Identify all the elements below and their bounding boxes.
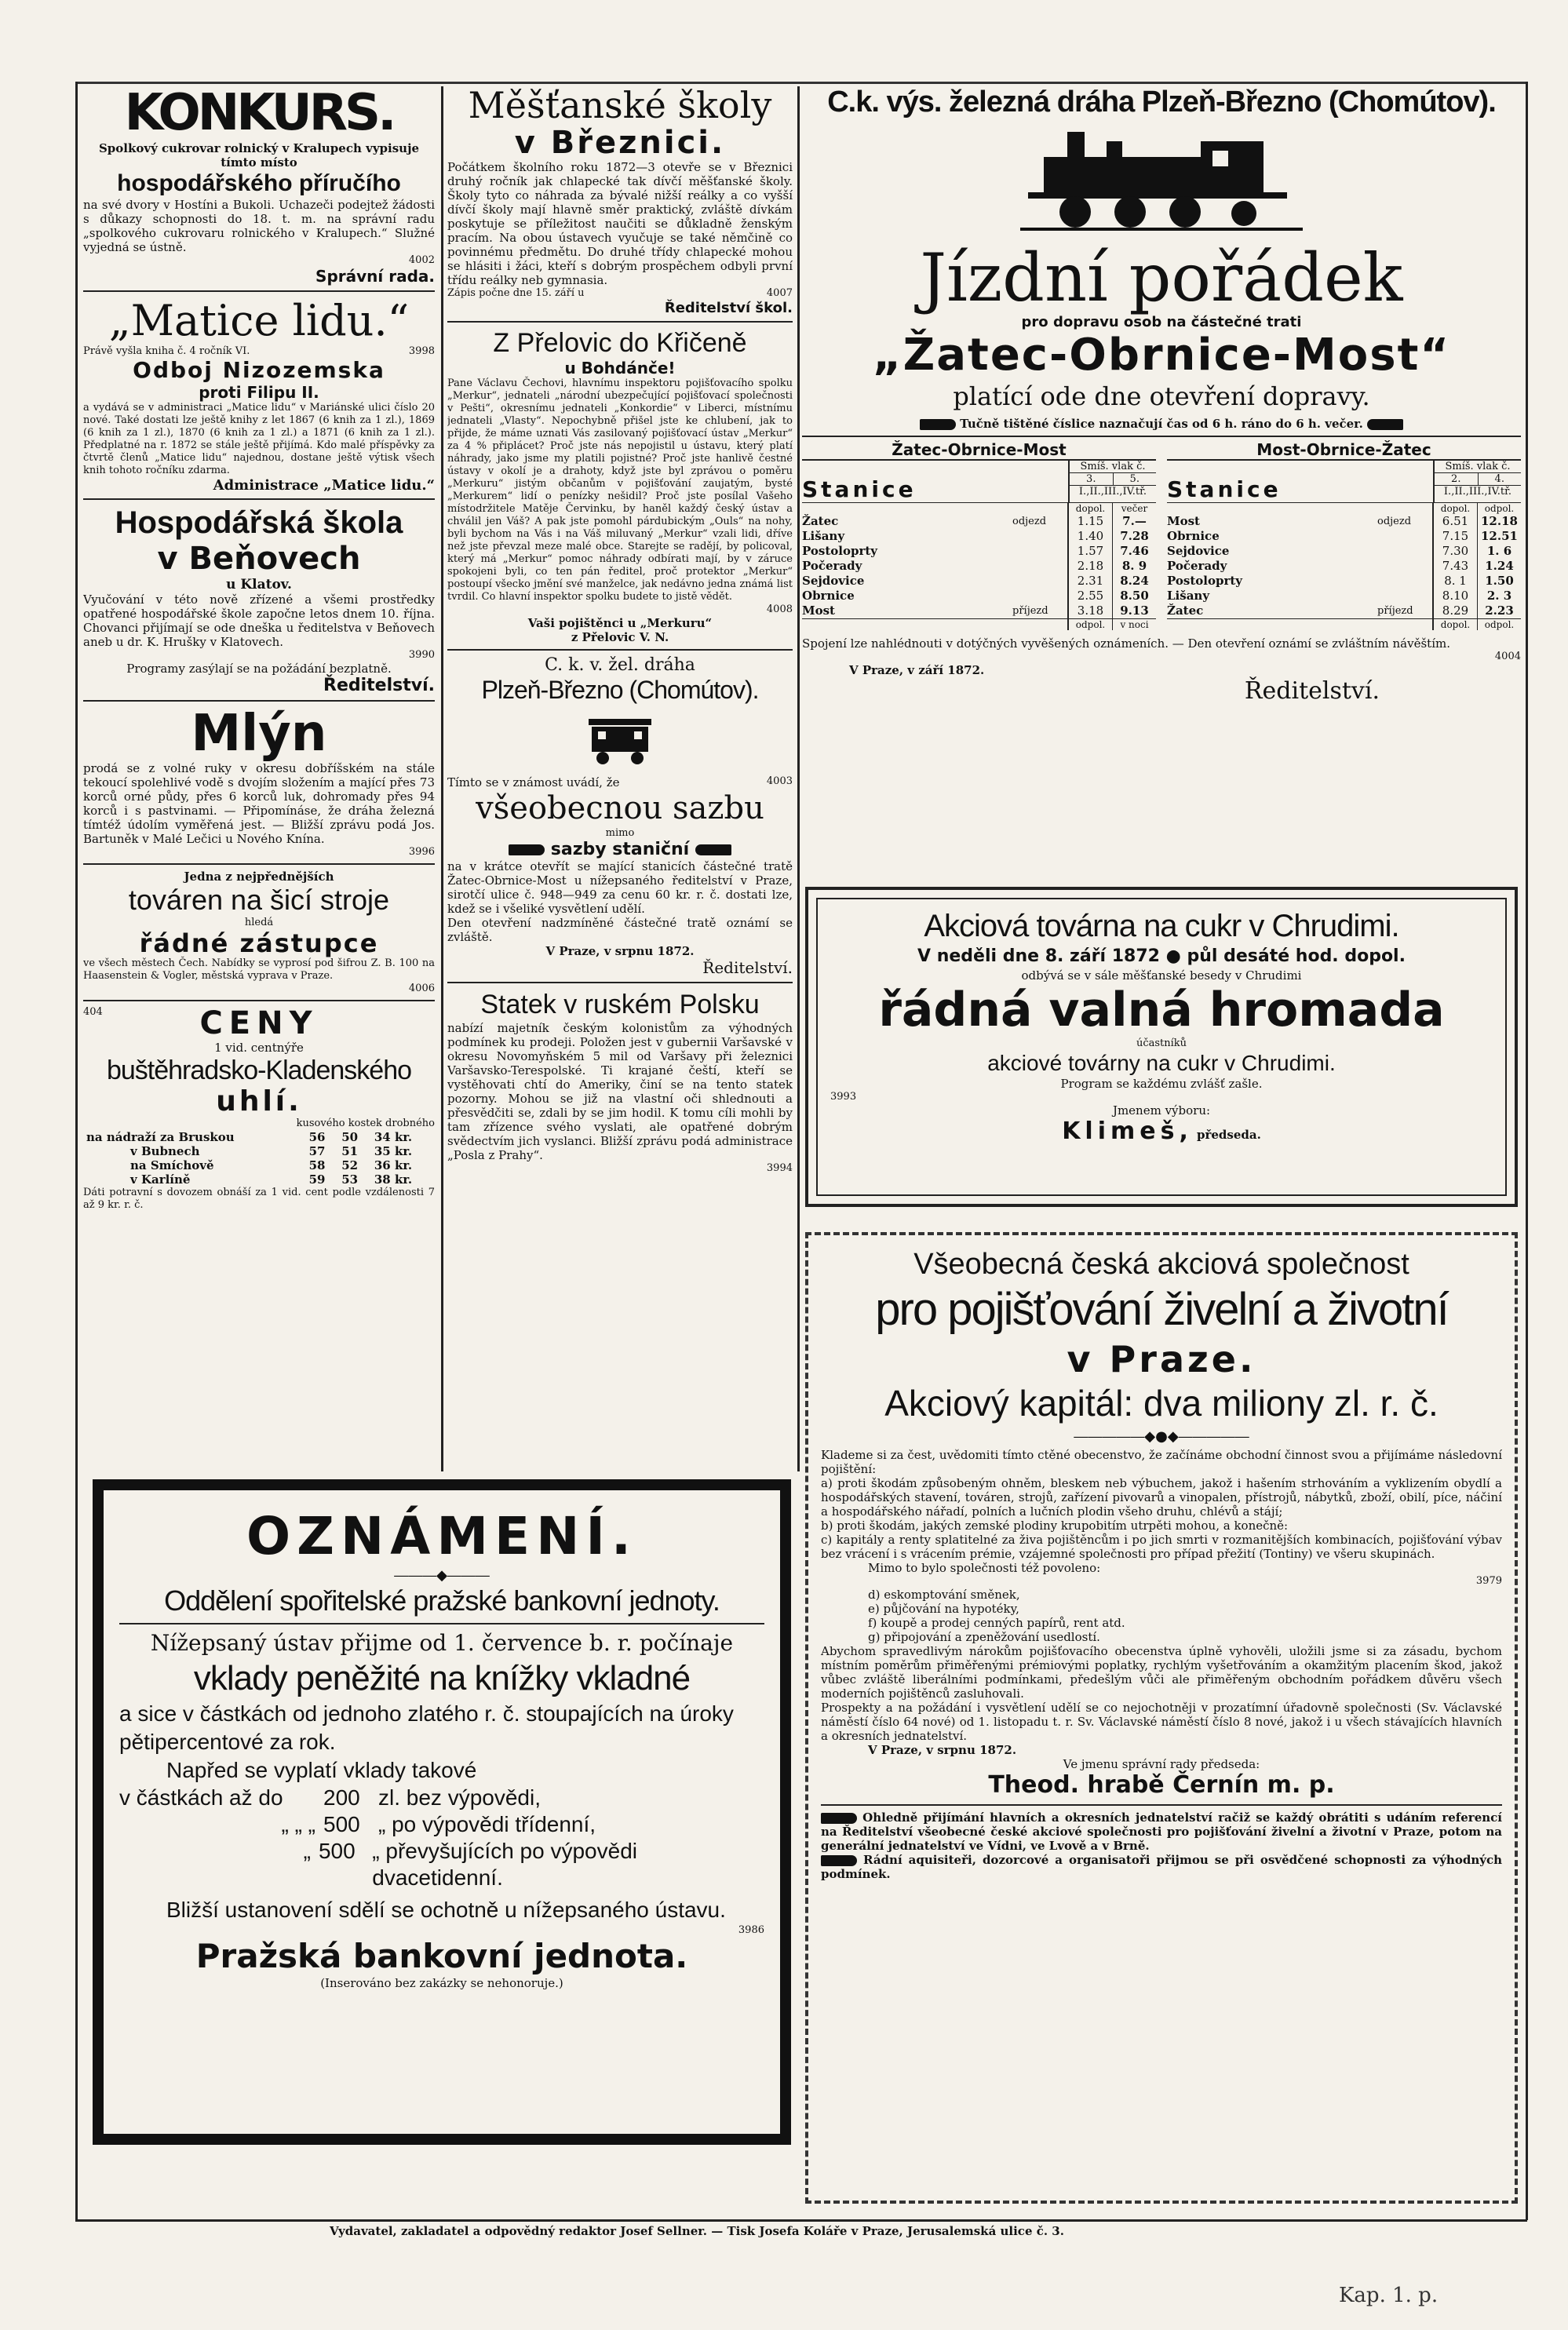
oznameni-num: 3986 [738,1924,764,1936]
ceny-header: kusového kostek drobného [296,1118,435,1129]
time-a: 8. 1 [1432,574,1477,589]
time-b: 9.13 [1112,603,1156,618]
plzen-small-text: Tímto se v známost uvádí, že [447,775,620,789]
timetable [802,436,1521,630]
cukr-sub: odbývá se v sále měšťanské besedy v Chrudimi [1021,968,1302,983]
ceny-text: Dáti potravní s dovozem obnáší za 1 vid. cent podle vzdálenosti 7 až 9 kr. r. č. [83,1187,435,1211]
timetable-right-title: Most-Obrnice-Žatec [1167,440,1521,461]
cukr-ad [805,887,1518,1207]
timetable-row [1167,529,1521,544]
time-a: 2.55 [1067,589,1112,603]
time-a: 1.57 [1067,544,1112,559]
drahaplzen-note: Tučně tištěné číslice naznačují čas od 6 h. ráno do 6 h. večer. [960,417,1363,431]
matice-title: „Matice lidu.“ [108,296,410,345]
right-border [1526,82,1528,2220]
timetable-right [1167,440,1521,630]
stroje-title2: řádné zástupce [139,928,379,958]
pojisteni-item2: d) eskomptování směnek, [868,1588,1020,1602]
oznameni-row-a: „ „ „ [281,1812,315,1836]
divider [119,1623,764,1624]
cukr-title: Akciová továrna na cukr v Chrudimi. [924,909,1399,943]
mlyn-title: Mlýn [191,705,327,763]
ceny-num: 404 [83,1006,103,1018]
matice-sign: Administrace „Matice lidu.“ [213,477,435,494]
cukr-sign: Klimeš, [1062,1118,1193,1145]
mlyn-text: prodá se z volné ruky v okresu dobříšském na stále tekoucí spolehlivé vodě s dvojím složením a mající přes 73 korců orné půdy, přes 6 korců luk, dohromady přes 94 korců i s pastvinami. — Připomínáse, že dráha železná tímtéž údolím vyměřená jest. — Bližší zprávu podá Jos. Bartuněk v Malé Lečici u Nového Knína. [83,761,435,846]
stroje-text: ve všech městech Čech. Nabídky se vyprosí pod šifrou Z. B. 100 na Haasenstein & Vogler, městská vyprava v Praze. [83,957,435,982]
station-name: Sejdovice [1167,544,1230,558]
pojisteni-text: Abychom spravedlivým nárokům pojišťovacího obecenstva úplně vyhověli, uložili jsme si za zásadu, bychom místním poměrům přiměřenými prémiovými poplatky, rychlým vyšetřováním a okamžitým placením škod, jakož vůbec zvláště liberálními podmínkami, předešlým vůči ale přiměřeným obchodním pořádkem důvěru všech moderních pojištěnců zasluhovali. [821,1644,1502,1701]
station-name: Obrnice [1167,529,1220,543]
konkurs-num: 4002 [408,254,435,266]
stroje-num: 4006 [408,983,435,994]
timetable-rows [802,514,1156,618]
ceny-table [83,1130,435,1187]
period: dopol. [1432,619,1477,630]
left-border [75,82,78,2220]
cukr-ucast: účastníků [1136,1037,1187,1049]
pojisteni-item: a) proti škodám způsobeným ohněm, bleskem neb výbuchem, jakož i hašením strhováním a vyklizením obydlí a hospodářských stavení, továren, strojů, zařízení pivovarů a vinopalen, přístrojů, nábytků, zboží, obilí, píce, náčiní a hospodářského nářadí, polních a lučních plodin všeho druhu, chlévů a stájí; [821,1476,1502,1519]
ceny-place: na Smíchově [130,1158,214,1172]
pointing-hand-icon [920,419,956,430]
drahaplzen-route: „Žatec-Obrnice-Most“ [872,330,1451,381]
skola-sign: Ředitelství. [323,676,435,695]
drahaplzen-footer: Spojení lze nahlédnouti v dotýčných vyvěšených oznámeních. — Den otevření oznámí se zvláštním návěštím. [802,636,1450,651]
timetable-row [802,559,1156,574]
ceny-b: 53 [341,1172,359,1187]
time-b: 8.24 [1112,574,1156,589]
time-a: 8.10 [1432,589,1477,603]
divider [447,649,793,651]
timetable-rows [1167,514,1521,618]
divider [447,982,793,983]
station-name: Počerady [802,559,862,573]
time-a: 7.30 [1432,544,1477,559]
pojisteni-t4: Akciový kapitál: dva miliony zl. r. č. [884,1383,1439,1424]
ceny-c: 35 kr. [374,1144,413,1158]
top-border [75,82,1527,84]
divider [447,321,793,323]
stroje-hleda: hledá [244,917,274,928]
divider [83,700,435,702]
plzen-small-big: všeobecnou sazbu [476,790,764,826]
oznameni-row-a: v částkách až do [119,1785,283,1810]
station-name: Žatec [1167,603,1204,618]
cukr-sub2: akciové továrny na cukr v Chrudimi. [987,1051,1336,1075]
prelovic-title: Z Přelovic do Křičeně [493,328,747,358]
drahaplzen-sub: pro dopravu osob na částečné trati [1021,314,1302,330]
oznameni-row-b: 500 [323,1812,360,1836]
skola-ad [83,505,435,695]
oznameni-note: (Inserováno bez zakázky se nehonoruje.) [320,1976,563,1990]
train-number: 5. [1113,473,1157,485]
pojisteni-t3: v Praze. [1067,1338,1256,1380]
station-kind [1377,559,1432,574]
ceny-ad [83,1006,435,1212]
station-name: Sejdovice [802,574,865,588]
timetable-stanice: Stanice [1167,476,1282,502]
timetable-row [802,544,1156,559]
oznameni-row [119,1785,764,1811]
pojisteni-item: b) proti škodám, jakých zemské plodiny krupobitím utrpěti mohou, a konečně: [821,1519,1289,1533]
time-b: 1.24 [1477,559,1521,574]
statek-text: nabízí majetník českým kolonistům za výhodných podmínek ku prodeji. Položen jest v gubernii Varšavské v okresu Novomyňském 5 mil od Varšavy při železnici Varšavsko-Terespolské. Ti krajané čeští, kteří se vystěhovati chtí do Ameriky, činí se na tento statek pozorny. Mohou se již na vlastní oči shlednouti a přesvědčiti se, zdali by se jim hodil. K tomu cíli mohli by tam zřízence svého vyslati, ale opatřené dobrým svědectvím jich vyslanci. Bližší zprávu podá administrace „Posla z Prahy“. [447,1021,793,1162]
skola-title2: v Beňovech [157,541,361,577]
time-a: 1.40 [1067,529,1112,544]
pojisteni-date: V Praze, v srpnu 1872. [868,1743,1017,1757]
time-b: 7.46 [1112,544,1156,559]
cukr-role: předseda. [1196,1128,1261,1142]
station-name: Most [802,603,835,618]
timetable-classes: I.,II.,III.,IV.tř. [1435,485,1521,498]
pojisteni-num: 3979 [1475,1575,1502,1587]
station-kind [1012,529,1067,544]
mlyn-num: 3996 [408,846,435,858]
prelovic-num: 4008 [766,603,793,615]
statek-num: 3994 [766,1162,793,1174]
time-b: 2.23 [1477,603,1521,618]
column-1 [83,85,435,1482]
prelovic-ad [447,327,793,644]
ceny-b: 50 [341,1130,359,1144]
time-a: 7.15 [1432,529,1477,544]
stroje-ad [83,870,435,995]
pojisteni-t2: pro pojišťování živelní a životní [875,1284,1448,1335]
station-kind [1377,589,1432,603]
oznameni-sub: Oddělení spořitelské pražské bankovní jednoty. [164,1584,720,1617]
period: odpol. [1477,503,1521,514]
stroje-lead: Jedna z nejpřednějších [184,870,334,884]
mestanske-title1: Měšťanské školy [468,85,772,126]
pojisteni-item2: g) připojování a zpeněžování usedlostí. [868,1630,1100,1644]
oznameni-row-c: zl. bez výpovědi, [378,1785,541,1810]
cukr-big: řádná valná hromada [878,983,1445,1037]
pojisteni-ad [805,1232,1518,2204]
column-2 [447,85,793,1482]
oznameni-ad [93,1479,791,2145]
time-a: 6.51 [1432,514,1477,529]
cukr-num: 3993 [830,1091,857,1103]
oznameni-row-c: „ převyšujících po výpovědi dvacetidenní. [372,1839,637,1890]
plzen-small-date: V Praze, v srpnu 1872. [545,944,695,958]
skola-place: u Klatov. [226,577,292,593]
station-kind [1012,589,1067,603]
timetable-row [1167,589,1521,603]
timetable-row [802,603,1156,618]
oznameni-row-a: „ [303,1839,311,1863]
pointing-hand-icon [695,844,731,855]
statek-title: Statek v ruském Polsku [480,990,760,1019]
station-name: Lišany [802,529,845,543]
mestanske-zapis: Zápis počne dne 15. září u [447,287,585,299]
ceny-c: 34 kr. [374,1130,413,1144]
skola-num: 3990 [408,649,435,661]
timetable-stanice: Stanice [802,476,917,502]
pojisteni-note1: Ohledně přijímání hlavních a okresních jednatelství račiž se každý obrátiti s udáním referencí na Ředitelství všeobecné české akciové společnosti pro pojišťování živelní a životní v Praze, potom na generální jednatelství ve Vídni, ve Lvově a v Brně. [821,1810,1502,1853]
pointing-hand-icon [1367,419,1403,430]
oznameni-sign: Pražská bankovní jednota. [195,1937,688,1975]
matice-book2: proti Filipu II. [199,383,319,402]
time-a: 2.18 [1067,559,1112,574]
station-name: Postoloprty [1167,574,1242,588]
konkurs-sign: Správní rada. [315,267,435,286]
time-b: 7.28 [1112,529,1156,544]
mestanske-ad [447,85,793,316]
pojisteni-item: c) kapitály a renty splatitelné za živa pojištěncům i po jich smrti v rozmanitějších kombinacích, pojišťování výbav bez vrácení i s vrácením prémie, vzájemné společnosti pro případ přežití (Tontiny) ve všeru skupinách. [821,1533,1502,1561]
plzen-small-text2: na v krátce otevřít se mající stanicích částečné tratě Žatec-Obrnice-Most u nížepsaného ředitelství v Praze, sirotčí ulice č. 948—949 za cenu 60 kr. r. č. dostati lze, kdež se i všeliké vysvětlení udělí. [447,859,793,916]
plzen-small-sazby: sazby staniční [550,840,690,859]
ceny-c: 38 kr. [374,1172,413,1187]
matice-num: 3998 [408,345,435,357]
column-rule-2 [797,86,800,1471]
cukr-date: V neděli dne 8. září 1872 ● půl desáté hod. dopol. [917,946,1406,966]
timetable-smisvlak: Smíš. vlak č. [1080,461,1146,472]
pojisteni-mimo: Mimo to bylo společnosti též povoleno: [868,1561,1101,1575]
period: v noci [1112,619,1156,630]
konkurs-text: na své dvory v Hostíni a Bukoli. Uchazeči podejtež žádosti s důkazy schopnosti do 18. t. m. na správní radu „spolkového cukrovaru rolnického v Kralupech.“ Služné vyjedná se ústně. [83,198,435,254]
time-b: 7.— [1112,514,1156,529]
station-name: Žatec [802,514,839,528]
pointing-hand-icon [509,844,545,855]
ceny-a: 56 [308,1130,326,1144]
timetable-row [1167,559,1521,574]
timetable-left-title: Žatec-Obrnice-Most [802,440,1156,461]
pojisteni-item2: e) půjčování na hypotéky, [868,1602,1019,1616]
ornament-divider: ―――――◆●◆――――― [1074,1428,1249,1445]
period: dopol. [1432,503,1477,514]
time-b: 12.51 [1477,529,1521,544]
train-number: 3. [1086,473,1096,485]
ceny-place: v Karlíně [130,1172,191,1187]
prelovic-sub: u Bohdánče! [564,359,676,377]
time-a: 8.29 [1432,603,1477,618]
konkurs-firm: Spolkový cukrovar rolnický v Kralupech vypisuje tímto místo [98,141,420,170]
ceny-a: 57 [308,1144,326,1158]
divider [83,498,435,500]
mlyn-ad [83,706,435,859]
station-name: Obrnice [802,589,855,603]
table-row [83,1172,435,1187]
oznameni-title: OZNÁMENÍ. [246,1506,637,1566]
pojisteni-t1: Všeobecná česká akciová společnost [913,1248,1409,1281]
pojisteni-vjmenu: Ve jmenu správní rady předseda: [1063,1757,1260,1771]
timetable-row [802,529,1156,544]
oznameni-l4: Napřed se vyplatí vklady takové [166,1758,477,1782]
station-kind: odjezd [1012,516,1047,527]
column-3 [802,85,1521,870]
time-b: 1.50 [1477,574,1521,589]
column-rule-1 [441,86,443,1471]
plzen-small-title2: Plzeň-Březno (Chomútov). [481,676,759,704]
oznameni-l3: a sice v částkách od jednoho zlatého r. č. stoupajících na úroky pětipercentové za rok. [119,1701,734,1754]
divider [83,863,435,865]
pojisteni-note2: Rádní aquisiteři, dozorcové a organisatoři přijmou se při osvědčené schopnosti za výhodných podmínek. [821,1853,1502,1881]
matice-text: a vydává se v administraci „Matice lidu“ v Mariánské ulici číslo 20 nové. Také dostati lze ještě knihy z let 1867 (6 knih za 1 zl.), 1869 (6 knih za 1 zl.), 1870 (6 knih za 1 zl.) a 1871 (6 knih za 1 zl.). Předplatné na r. 1872 se stále ještě přijímá. Kdo malé příspěvky za čtvrtě členů „Matice lidu“ najednou, dostane ještě výtisk všech knih tohoto ročníku zdarma. [83,402,435,476]
timetable-row [1167,544,1521,559]
ceny-place: na nádraží za Bruskou [86,1130,235,1144]
statek-ad [447,988,793,1175]
skola-text: Vyučování v této nově zřízené a všemi prostředky opatřené hospodářské škole započne letos dnem 10. října. Chovanci přijímají se ode dneška u ředitelstva v Beňovech aneb u dr. K. Hrušky v Klatovech. [83,593,435,649]
table-row [83,1158,435,1172]
timetable-classes: I.,II.,III.,IV.tř. [1070,485,1156,498]
time-b: 8. 9 [1112,559,1156,574]
mestanske-sign: Ředitelství škol. [664,300,793,316]
mestanske-num: 4007 [766,287,793,299]
time-a: 2.31 [1067,574,1112,589]
pointing-hand-icon [821,1813,857,1824]
imprint: Vydavatel, zakladatel a odpovědný redaktor Josef Sellner. — Tisk Josefa Koláře v Praze, Jerusalemská ulice č. 3. [330,2224,1064,2238]
station-kind [1012,544,1067,559]
skola-text2: Programy zasýlají se na požádání bezplatně. [126,662,392,676]
station-kind: příjezd [1377,605,1413,617]
timetable-row [1167,603,1521,618]
ceny-title3: uhlí. [216,1085,302,1118]
pointing-hand-icon [821,1855,857,1866]
divider [83,1000,435,1001]
prelovic-sign1: Vaši pojištěnci u „Merkuru“ [527,616,713,630]
period: večer [1112,503,1156,514]
plzen-small-sign: Ředitelství. [702,958,793,977]
period: dopol. [1067,503,1112,514]
matice-sub: Právě vyšla kniha č. 4 ročník VI. [83,345,250,357]
oznameni-l5: Bližší ustanovení sdělí se ochotně u nížepsaného ústavu. [166,1898,726,1922]
train-number: 4. [1478,473,1522,485]
timetable-left [802,440,1156,630]
plzen-small-mimo: mimo [605,827,635,839]
time-a: 1.15 [1067,514,1112,529]
ceny-title2: buštěhradsko-Kladenského [106,1056,412,1085]
timetable-row [1167,514,1521,529]
station-name: Postoloprty [802,544,877,558]
period: odpol. [1067,619,1112,630]
drahaplzen-num: 4004 [1494,651,1521,662]
station-kind [1377,574,1432,589]
ceny-b: 51 [341,1144,359,1158]
table-row [83,1144,435,1158]
station-kind [1012,574,1067,589]
konkurs-title: KONKURS. [124,85,394,142]
prelovic-sign2: z Přelovic V. N. [571,630,669,644]
time-b: 12.18 [1477,514,1521,529]
skola-title1: Hospodářská škola [115,505,403,540]
oznameni-l1: Nížepsaný ústav přijme od 1. července b. r. počínaje [150,1630,734,1656]
bottom-rule [75,2219,1527,2222]
drahaplzen-headline: Jízdní pořádek [920,239,1403,316]
station-kind: odjezd [1377,516,1412,527]
plzen-small-title1: C. k. v. žel. dráha [545,655,695,675]
plzen-small-ad [447,655,793,977]
ceny-title: CENY [199,1005,319,1041]
mestanske-title2: v Březnici. [514,125,726,161]
station-name: Lišany [1167,589,1210,603]
station-kind [1377,544,1432,559]
station-name: Most [1167,514,1200,528]
oznameni-row-b: 200 [323,1785,360,1810]
ceny-place: v Bubnech [130,1144,200,1158]
drahaplzen-date: V Praze, v září 1872. [849,663,985,677]
station-name: Počerady [1167,559,1227,573]
ornament-divider: ―――◆――― [394,1567,490,1584]
ceny-a: 59 [308,1172,326,1187]
time-b: 8.50 [1112,589,1156,603]
konkurs-ad [83,85,435,286]
pojisteni-intro: Klademe si za čest, uvědomiti tímto ctěné obecenstvo, že začínáme obchodní činnost svou a přijímáme následovní pojištění: [821,1448,1502,1476]
oznameni-row-c: „ po výpovědi třídenní, [378,1812,596,1836]
plzen-small-num: 4003 [766,775,793,787]
plzen-small-text3: Den otevření nadzmíněné částečné tratě oznámí se zvláště. [447,916,793,944]
timetable-row [802,574,1156,589]
ceny-c: 36 kr. [374,1158,413,1172]
timetable-row [802,589,1156,603]
time-a: 3.18 [1067,603,1112,618]
drahaplzen-sub2: platící ode dne otevření dopravy. [953,381,1370,411]
train-number: 2. [1451,473,1461,485]
matice-book: Odboj Nizozemska [133,357,385,383]
pojisteni-text2: Prospekty a na požádání i vysvětlení udělí se co nejochotněji v prozatímní úřadovně společnosti (Sv. Václavské náměstí číslo 64 nové) od 1. listopadu t. r. Sv. Václavské náměstí číslo 8 nové, jakož i u všech stávajících hlavních a okresních jednatelství. [821,1701,1502,1743]
pojisteni-sign: Theod. hrabě Černín m. p. [988,1771,1335,1799]
ceny-sub: 1 vid. centnýře [214,1041,304,1055]
oznameni-row-b: 500 [318,1839,356,1863]
oznameni-row [119,1838,764,1891]
table-row [83,1130,435,1144]
wagon-illustration [581,713,659,768]
ceny-b: 52 [341,1158,359,1172]
locomotive-illustration [1020,126,1303,235]
time-a: 7.43 [1432,559,1477,574]
cukr-program: Program se každému zvlášť zašle. [1060,1077,1263,1091]
time-b: 1. 6 [1477,544,1521,559]
cukr-vybor: Jmenem výboru: [1112,1103,1211,1118]
oznameni-row [119,1811,764,1838]
pojisteni-item2: f) koupě a prodej cenných papírů, rent atd. [868,1616,1125,1630]
time-b: 2. 3 [1477,589,1521,603]
timetable-row [1167,574,1521,589]
drahaplzen-title: C.k. výs. železná dráha Plzeň-Březno (Chomútov). [827,86,1496,119]
corner-note: Kap. 1. p. [1339,2284,1439,2307]
mestanske-text: Počátkem školního roku 1872—3 otevře se v Březnici druhý ročník jak chlapecké tak dívčí měšťanské školy. Školy tyto co náhrada za bývalé nižší reálky a co vyšší dívčí školy mají hlavně směr praktický, zvláště dívkám poskytuje se příležitost naučiti se důkladně ženským pracím. Na obou ústavech vyučuje se také němčině co povinnému předmětu. Do druhé třídy chlapecké mohou se hlásiti i žáci, kteří s dobrým prospěchem odbyli první třídu reálky neb gymnasia. [447,160,793,287]
station-kind: příjezd [1012,605,1048,617]
stroje-title: továren na šicí stroje [128,884,390,916]
prelovic-text: Pane Václavu Čechovi, hlavnímu inspektoru pojišťovacího spolku „Merkur“, jednateli „národní ubezpečující pojišťovací společnosti v Pešti“, okresnímu jednateli „Konkordie“ v Liberci, místnímu jednateli „Vlasty“. Nepochybně přišel jste ke chlubení, jak to přijde, že máme uznati Vás zasilovaný pojišťovací ústav „Merkur“ za 4 % připlácet? Proč jste nás nepojistil u ústavu, který platí náhrady, jako jsme my platili pojistné? Proč jste hanlivě čestné ústavy v okolí je a drahoty, když jste byl zprávou o poměru „Merkuru“ jistým občanům v pojišťování zaujatým, bysté „Merkurem“ lidí o penízky nešidil? Proč jste posílal Vašeho místodržitele Matěje Červinku, by haněl každý český ústav a chválil jen Váš? A pak jste pomohl párdubickým „Ouls“ na nohy, byli bychom na Vás i na Váš miluvaný „Merkur“ vzali lidi, dříve než jste převzal meze malé obce. Starejte se radějí, by policoval, který má „Merkur“ pomoc náhrady odbírati mají, by v záruce spokojeni byli, co ten pán ředitel, proč protektor „Merkur“ postoupí všecko jmění své manželce, jak nedávno jedna známá list tvrdil. Co hlavní inspektor spolku budete to jistě vědět. [447,377,793,603]
divider [83,290,435,292]
oznameni-l2: vklady peněžité na knížky vkladné [193,1659,691,1697]
drahaplzen-sign: Ředitelství. [1244,677,1380,705]
divider [821,1804,1502,1806]
period: odpol. [1477,619,1521,630]
konkurs-post: hospodářského příručího [117,170,401,196]
timetable-smisvlak: Smíš. vlak č. [1445,461,1511,472]
matice-ad [83,297,435,494]
ceny-a: 58 [308,1158,326,1172]
station-kind [1012,559,1067,574]
timetable-row [802,514,1156,529]
station-kind [1377,529,1432,544]
